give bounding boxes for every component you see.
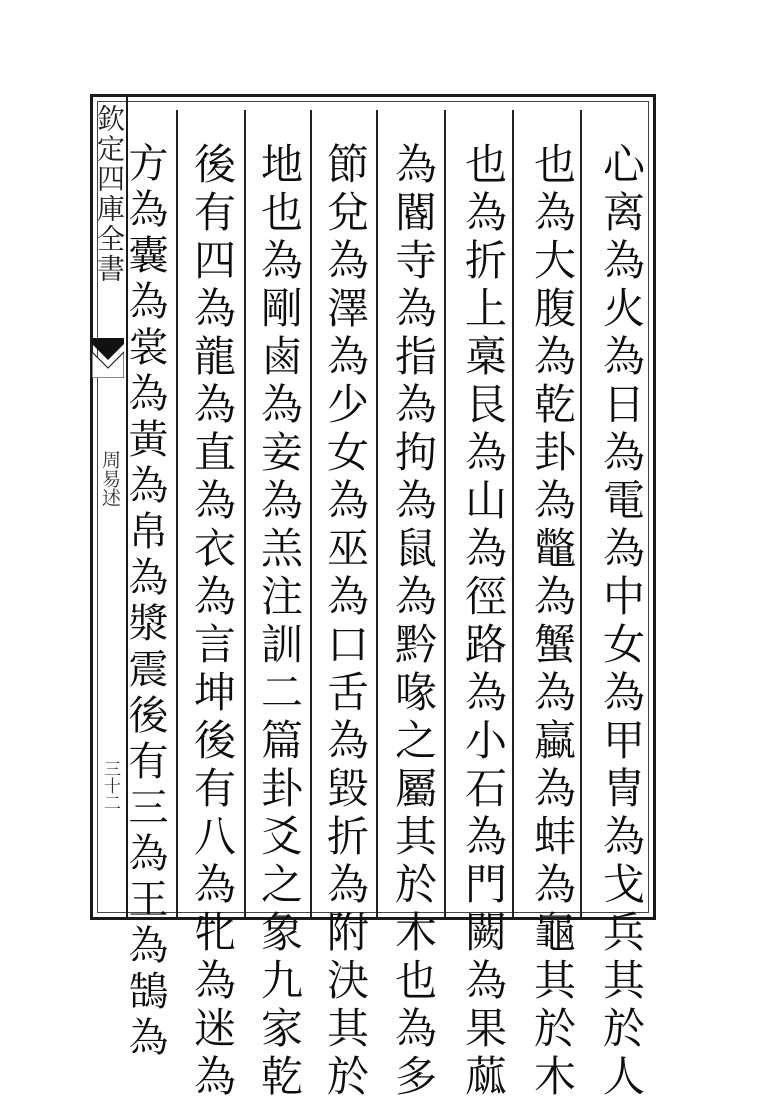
column-rule: [444, 110, 446, 918]
column-text: 節兌為澤為少女為巫為口舌為毀折為附決其於: [321, 142, 370, 1102]
text-column-8: [116, 142, 174, 1062]
margin-section-title: 周易述: [99, 450, 121, 507]
column-text: 也為折上槀艮為山為徑路為小石為門闕為果蓏: [459, 142, 508, 1102]
column-rule: [310, 110, 312, 918]
text-column-7: [183, 142, 241, 1102]
text-column-6: [250, 142, 308, 1102]
column-rule: [244, 110, 246, 918]
column-rule: [512, 110, 514, 918]
column-text: 為閽寺為指為拘為鼠為黔喙之屬其於木也為多: [389, 142, 438, 1102]
margin-page-number: 三十二: [100, 760, 120, 811]
text-column-1: [592, 142, 650, 1102]
text-column-2: [523, 142, 581, 1102]
column-text: 方為囊為裳為黃為帛為漿震後有三為王為鵠為: [122, 142, 168, 1062]
column-text: 後有四為龍為直為衣為言坤後有八為牝為迷為: [188, 142, 237, 1102]
margin-book-title: 欽定四庫全書: [93, 104, 126, 284]
column-text: 也為大腹為乾卦為鼈為蟹為蠃為蚌為龜其於木: [528, 142, 577, 1102]
text-column-4: [384, 142, 442, 1102]
column-text: 心离為火為日為電為中女為甲冑為戈兵其於人: [597, 142, 646, 1102]
column-rule: [176, 110, 178, 918]
text-column-5: [316, 142, 374, 1102]
text-column-3: [454, 142, 512, 1102]
column-text: 地也為剛鹵為妾為羔注訓二篇卦爻之象九家乾: [255, 142, 304, 1102]
column-rule: [376, 110, 378, 918]
